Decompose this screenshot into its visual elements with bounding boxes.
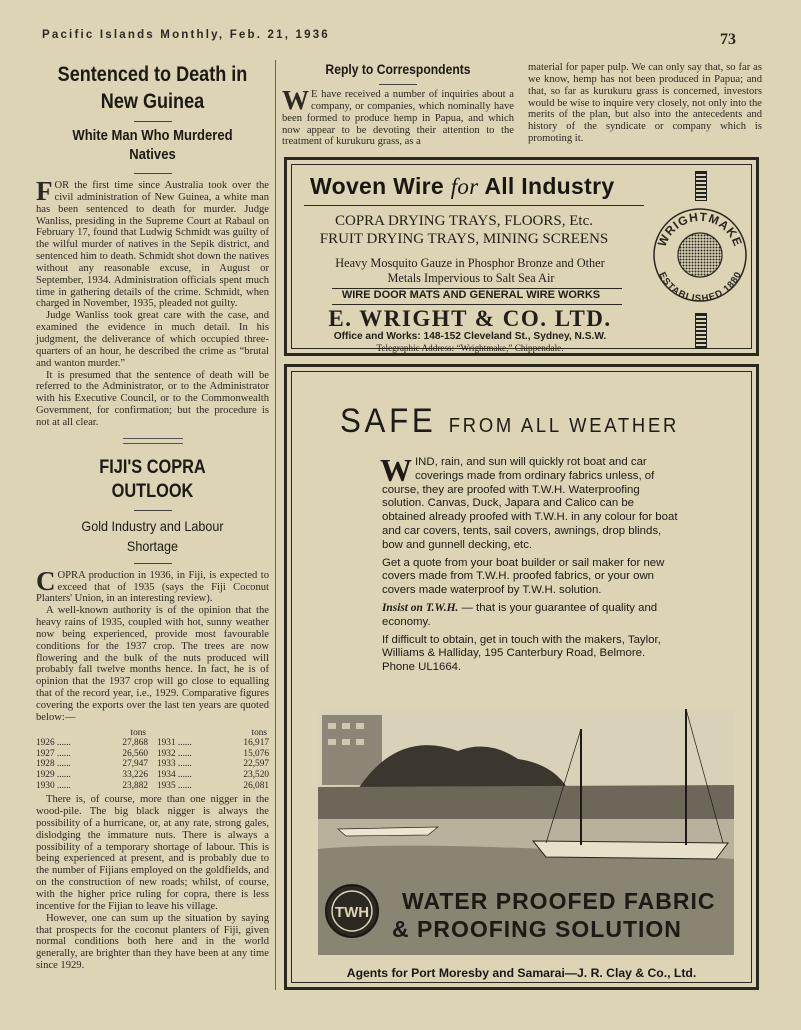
dropcap: W: [380, 452, 412, 488]
company-address: Office and Works: 148-152 Cleveland St., Sydney, N.S.W.: [333, 331, 607, 342]
table-row: [157, 759, 269, 770]
seal-top-text: WRIGHTMAKE: [654, 209, 746, 249]
paragraph: [36, 565, 269, 606]
product-line: Metals Impervious to Salt Sea Air: [387, 271, 555, 285]
headline-line: OUTLOOK: [111, 480, 194, 502]
paragraph: Get a quote from your boat builder or sail maker for new covers made from T.W.H. proofed fabrics, or your own covers made waterproof by T.W.H. solution.: [382, 556, 665, 597]
title-part: Woven Wire: [310, 173, 445, 199]
company-name: E. WRIGHT & CO. LTD.: [328, 306, 612, 331]
wright-advert: [284, 157, 759, 356]
paragraph: [382, 602, 678, 630]
divider: [134, 563, 172, 564]
telegraphic-address: Telegraphic Address: “Wrightmake,” Chippendale.: [376, 343, 564, 353]
table-left: [36, 728, 148, 792]
article2-headline: [52, 456, 252, 504]
title-part: All Industry: [484, 173, 615, 199]
headline-line: New Guinea: [100, 90, 205, 113]
dropcap: W: [282, 85, 309, 115]
tons-cell: 15,076: [243, 748, 269, 759]
photo-caption: WATER PROOFED FABRIC: [402, 888, 716, 914]
paragraph: [36, 176, 269, 310]
year-cell: 1934 ......: [157, 770, 192, 781]
title-part: for: [450, 174, 479, 199]
subhead-line: Natives: [129, 147, 176, 163]
paragraph: There is, of course, more than one nigger in the wood-pile. The big black nigger is always the possibility of a hurricane, or, at any rate, strong gales, dislodging the immature nuts. There is always a possibility of a temporary shortage of labour. This is being experienced at present, and is probably due to the number of Fijians employed on the goldfields, and on the construction of new roads; whilst, of course, with the higher price ruling for copra, there is less incentive for the Fijian to leave his village.: [36, 794, 269, 912]
divider: [304, 205, 644, 206]
harbour-photo: [318, 709, 734, 955]
dropcap: C: [36, 565, 56, 596]
right-column: [528, 62, 762, 145]
paragraph-text: OPRA production in 1936, in Fiji, is expected to exceed that of 1935 (says the Fiji Coconut Planters' Union, in an interesting review).: [36, 569, 269, 605]
paragraph: It is presumed that the sentence of death will be referred to the Administrator, or to the Administrator with his Executive Council, or to the Commonwealth Government, for confirmation; but the procedure is not at all clear.: [36, 369, 269, 428]
year-cell: 1929 ......: [36, 770, 71, 781]
headline-line: FIJI'S COPRA: [99, 456, 206, 478]
year-cell: 1933 ......: [157, 759, 192, 770]
article3-headline: Reply to Correspondents: [325, 62, 471, 77]
left-column: [36, 58, 269, 972]
article2-body: [36, 565, 269, 724]
copra-exports-table: [36, 728, 269, 792]
paragraph-text: OR the first time since Australia took over the civil administration of New Guinea, a white man has been sentenced to death for murder. Judge Wanliss, presiding in the Supreme Court at Rabaul on February 17, found that Ludwig Schmidt was guilty of the wilful murder of natives in the Sepik district, and sentenced him to death. Schmidt shot down the natives without any reasonable excuse, in August or September, 1934. Administration officials spent much time in gathering details of the crime. Schmidt, when charged in November, 1935, pleaded not guilty.: [36, 180, 269, 310]
advert-title: [310, 173, 614, 200]
subhead-line: Gold Industry and Labour: [81, 517, 224, 534]
product-line: FRUIT DRYING TRAYS, MINING SCREENS: [319, 231, 609, 247]
wire-mesh-icon: [695, 171, 707, 201]
product-line: COPRA DRYING TRAYS, FLOORS, Etc.: [335, 213, 593, 229]
tons-cell: 23,882: [122, 780, 148, 791]
advert-body: [380, 452, 678, 679]
paragraph: If difficult to obtain, get in touch with the makers, Taylor, Williams & Halliday, 195 Canterbury Road, Belmore. Phone UL1664.: [382, 633, 661, 674]
paragraph-text: — that is your guarantee of quality and economy.: [382, 601, 658, 628]
year-cell: 1927 ......: [36, 748, 71, 759]
headline-weather: FROM ALL WEATHER: [448, 415, 680, 437]
table-row: [157, 738, 269, 749]
paragraph: A well-known authority is of the opinion that the heavy rains of 1935, coupled with hot, sunny weather now being experienced, provide most favourable conditions for the 1937 crop. The trees are now flowering and the bulk of the nuts produced will probably fall twelve months hence. In fact, he is of opinion that the 1937 crop will go close to equalling that of the record year, i.e., 1929. Comparative figures covering the exports over the last ten years are quoted below:—: [36, 605, 269, 723]
tons-cell: 27,868: [122, 738, 148, 749]
table-row: [36, 749, 148, 760]
table-row: [36, 759, 148, 770]
tons-cell: 23,520: [243, 770, 269, 781]
article1-body: [36, 176, 269, 429]
tons-cell: 22,597: [243, 759, 269, 770]
page-number: 73: [720, 31, 736, 48]
paragraph: [380, 452, 678, 553]
table-row: [157, 749, 269, 760]
table-row: [157, 770, 269, 781]
year-cell: 1935 ......: [157, 780, 192, 791]
divider: [379, 84, 417, 85]
table-header: tons: [251, 727, 267, 738]
year-cell: 1931 ......: [157, 738, 192, 749]
advert-frame: [291, 371, 752, 983]
divider: [134, 173, 172, 174]
running-head: Pacific Islands Monthly, Feb. 21, 1936: [42, 29, 330, 41]
paragraph: Judge Wanliss took great care with the case, and examined the evidence in much detail. In his judgment, the deliverance of which occupied three-quarters of an hour, he described the crime as “brutal and wanton murder.”: [36, 310, 269, 369]
article2-subhead: [48, 516, 258, 556]
paragraph: However, one can sum up the situation by saying that prospects for the coconut planters of Fiji, given normal conditions both here and in the world generally, are brighter than they have been at any time since 1929.: [36, 912, 269, 972]
table-right: [157, 728, 269, 792]
table-row: [36, 781, 148, 792]
wire-mesh-icon: [695, 313, 707, 349]
tons-cell: 33,226: [122, 770, 148, 781]
seal-bottom-text: ESTABLISHED 1880: [656, 270, 744, 303]
subhead-line: Shortage: [126, 537, 179, 554]
dropcap: F: [36, 176, 53, 206]
wrightmake-seal-icon: [652, 207, 748, 303]
column-rule: [275, 60, 276, 990]
paragraph: [282, 85, 514, 148]
headline-safe: SAFE: [340, 402, 437, 440]
table-row: [157, 781, 269, 792]
year-cell: 1928 ......: [36, 759, 71, 770]
headline-line: Sentenced to Death in: [57, 63, 248, 86]
year-cell: 1926 ......: [36, 738, 71, 749]
divider: [332, 304, 622, 305]
article3-body-cont: [528, 62, 762, 145]
divider: [134, 121, 172, 122]
middle-column: [282, 58, 514, 148]
article1-subhead: [48, 127, 258, 165]
divider: [134, 510, 172, 511]
agents-line: Agents for Port Moresby and Samarai—J. R. Clay & Co., Ltd.: [346, 966, 697, 980]
product-line: Heavy Mosquito Gauze in Phosphor Bronze and Other: [335, 256, 605, 270]
tons-cell: 27,947: [122, 759, 148, 770]
table-row: [36, 770, 148, 781]
year-cell: 1932 ......: [157, 748, 192, 759]
subhead-line: White Man Who Murdered: [72, 128, 233, 144]
section-divider: [123, 438, 183, 444]
italic-emphasis: Insist on T.W.H.: [382, 601, 459, 614]
photo-caption: & PROOFING SOLUTION: [392, 916, 682, 942]
paragraph-text: IND, rain, and sun will quickly rot boat and car coverings made from ordinary fabrics unless, of course, they are proofed with T.W.H. Waterproofing solution. Canvas, Duck, Japara and Calico can be obtained already proofed with T.W.H. in any colour for boat and car covers, tents, sail covers, awnings, drop blinds, bow and gunnell decking, etc.: [382, 456, 678, 551]
tons-cell: 26,081: [243, 780, 269, 791]
advert-headline: [340, 402, 679, 441]
twh-advert: [284, 364, 759, 990]
table-row: [36, 738, 148, 749]
article3-body: [282, 85, 514, 148]
product-line: WIRE DOOR MATS AND GENERAL WIRE WORKS: [341, 289, 601, 301]
paragraph: material for paper pulp. We can only say that, so far as we know, hemp has not been produced in Papua; and that, so far as kurukuru grass is concerned, investors would be wise to inquire very closely, not only into the merits of the plan, but also into the antecedents and history of the syndicate or company which is promoting it.: [528, 62, 762, 145]
tons-cell: 16,917: [243, 738, 269, 749]
advert-frame: [291, 164, 752, 353]
article2-body-cont: [36, 794, 269, 972]
year-cell: 1930 ......: [36, 780, 71, 791]
table-header: tons: [130, 727, 146, 738]
tons-cell: 26,560: [122, 748, 148, 759]
article1-headline: [52, 61, 252, 115]
paragraph-text: E have received a number of inquiries about a company, or companies, which nominally have been formed to produce hemp in Papua, and which now appear to be devoting their attention to the treatment of kurukuru grass, as a: [282, 89, 514, 148]
twh-logo-icon: TWH: [334, 904, 370, 921]
